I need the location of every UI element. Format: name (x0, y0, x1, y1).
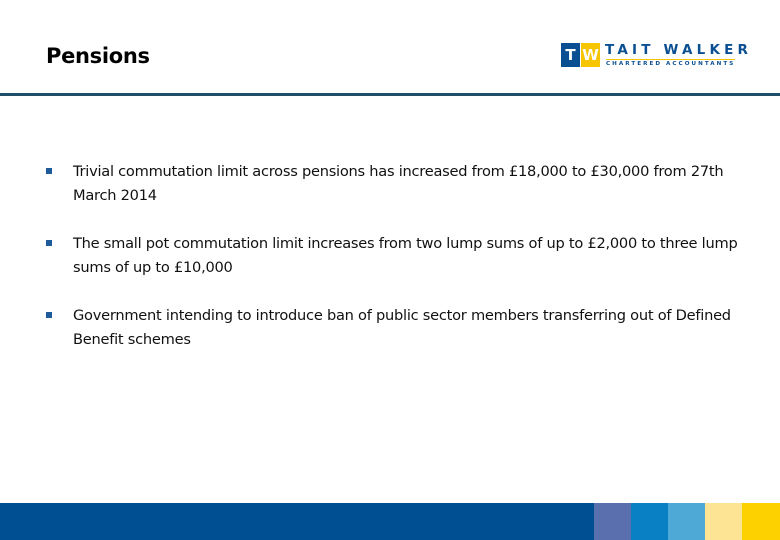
logo-mark-w: W (581, 43, 600, 67)
bullet-text: Trivial commutation limit across pensions has increased from £18,000 to £30,000 from 27th March 2014 (73, 163, 724, 204)
footer-swatch (668, 503, 705, 540)
bullet-square-icon (46, 312, 52, 318)
bullet-text: Government intending to introduce ban of public sector members transferring out of Defined Benefit schemes (73, 307, 731, 348)
company-logo (561, 43, 761, 68)
footer-swatch (705, 503, 742, 540)
footer-swatch (631, 503, 668, 540)
slide-title: Pensions (46, 44, 150, 68)
footer-color-bar (0, 503, 780, 540)
logo-name: TAIT WALKER (605, 42, 753, 58)
logo-tagline: CHARTERED ACCOUNTANTS (606, 61, 736, 67)
header-divider (0, 93, 780, 96)
bullet-square-icon (46, 168, 52, 174)
logo-mark-t: T (561, 43, 580, 67)
footer-swatch (742, 503, 780, 540)
bullet-square-icon (46, 240, 52, 246)
bullet-text: The small pot commutation limit increases from two lump sums of up to £2,000 to three lump sums of up to £10,000 (73, 235, 738, 276)
footer-main-bar (0, 503, 594, 540)
footer-swatch (594, 503, 631, 540)
